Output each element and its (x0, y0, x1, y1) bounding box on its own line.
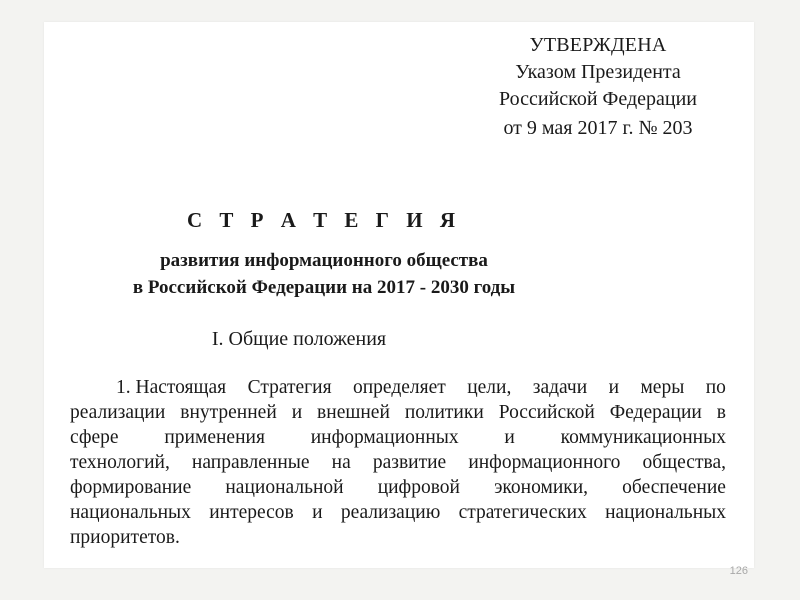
page-number: 126 (729, 565, 748, 577)
document-subtitle (44, 247, 754, 301)
paragraph-word: определяет (353, 377, 446, 398)
paragraph-word: интересов (209, 502, 294, 523)
paragraph-word: обеспечение (622, 477, 726, 498)
paragraph-word: внешней (317, 402, 390, 423)
paragraph-word: сфере (70, 427, 119, 448)
paragraph-word: направленные (191, 452, 310, 473)
paragraph-word: формирование (70, 477, 192, 498)
approval-issuer: Указом Президента (515, 61, 681, 83)
approval-date: от 9 мая 2017 г. № 203 (503, 117, 693, 139)
paragraph-line (70, 450, 726, 475)
subtitle-line: в Российской Федерации на 2017 - 2030 годы (132, 277, 516, 298)
paragraph-word: коммуникационных (560, 427, 726, 448)
paragraph-word: задачи (532, 377, 588, 398)
paragraph-word: применения (164, 427, 265, 448)
paragraph-word: Стратегия (247, 377, 332, 398)
paragraph-line (70, 525, 726, 550)
paragraph-word: реализацию (340, 502, 441, 523)
paragraph-word: внутренней (180, 402, 277, 423)
paragraph-body (70, 375, 726, 550)
paragraph-word: национальной (225, 477, 344, 498)
paragraph-word: информационных (310, 427, 459, 448)
paragraph-word: технологий, (70, 452, 170, 473)
paragraph-line (70, 500, 726, 525)
paragraph-word: на (331, 452, 351, 473)
approval-block (468, 32, 728, 142)
document-heading (44, 208, 754, 301)
paragraph-word: общества, (642, 452, 726, 473)
paragraph-word: экономики, (494, 477, 589, 498)
paragraph-word: цифровой (377, 477, 460, 498)
approval-country: Российской Федерации (498, 88, 698, 110)
paragraph-word: информационного (468, 452, 621, 473)
approval-title: УТВЕРЖДЕНА (529, 34, 667, 56)
paragraph-word: цели, (467, 377, 512, 398)
paragraph-line (70, 425, 726, 450)
paragraph-word: национальных (605, 502, 726, 523)
paragraph-word: стратегических (458, 502, 587, 523)
paragraph-line (70, 475, 726, 500)
paragraph-word: и (291, 402, 303, 423)
paragraph-word: политики (404, 402, 484, 423)
paragraph-word: национальных (70, 502, 191, 523)
paragraph-word: и (504, 427, 515, 448)
paragraph-word: Российской (498, 402, 595, 423)
paragraph-word: реализации (70, 402, 166, 423)
paragraph-word: Федерации (609, 402, 702, 423)
paragraph-word: по (705, 377, 726, 398)
document-title: С Т Р А Т Е Г И Я (186, 208, 462, 232)
paragraph-word: развитие (372, 452, 447, 473)
paragraph-line (70, 375, 726, 400)
paragraph-word: приоритетов. (70, 527, 180, 548)
paragraph-word: 1. Настоящая (116, 377, 227, 398)
paragraph-word: в (716, 402, 726, 423)
paragraph-word: меры (640, 377, 685, 398)
section-title: I. Общие положения (211, 328, 387, 350)
paragraph-word: и (608, 377, 620, 398)
document-page (44, 22, 754, 568)
paragraph-word: и (312, 502, 323, 523)
paragraph-line (70, 400, 726, 425)
subtitle-line: развития информационного общества (160, 250, 488, 271)
